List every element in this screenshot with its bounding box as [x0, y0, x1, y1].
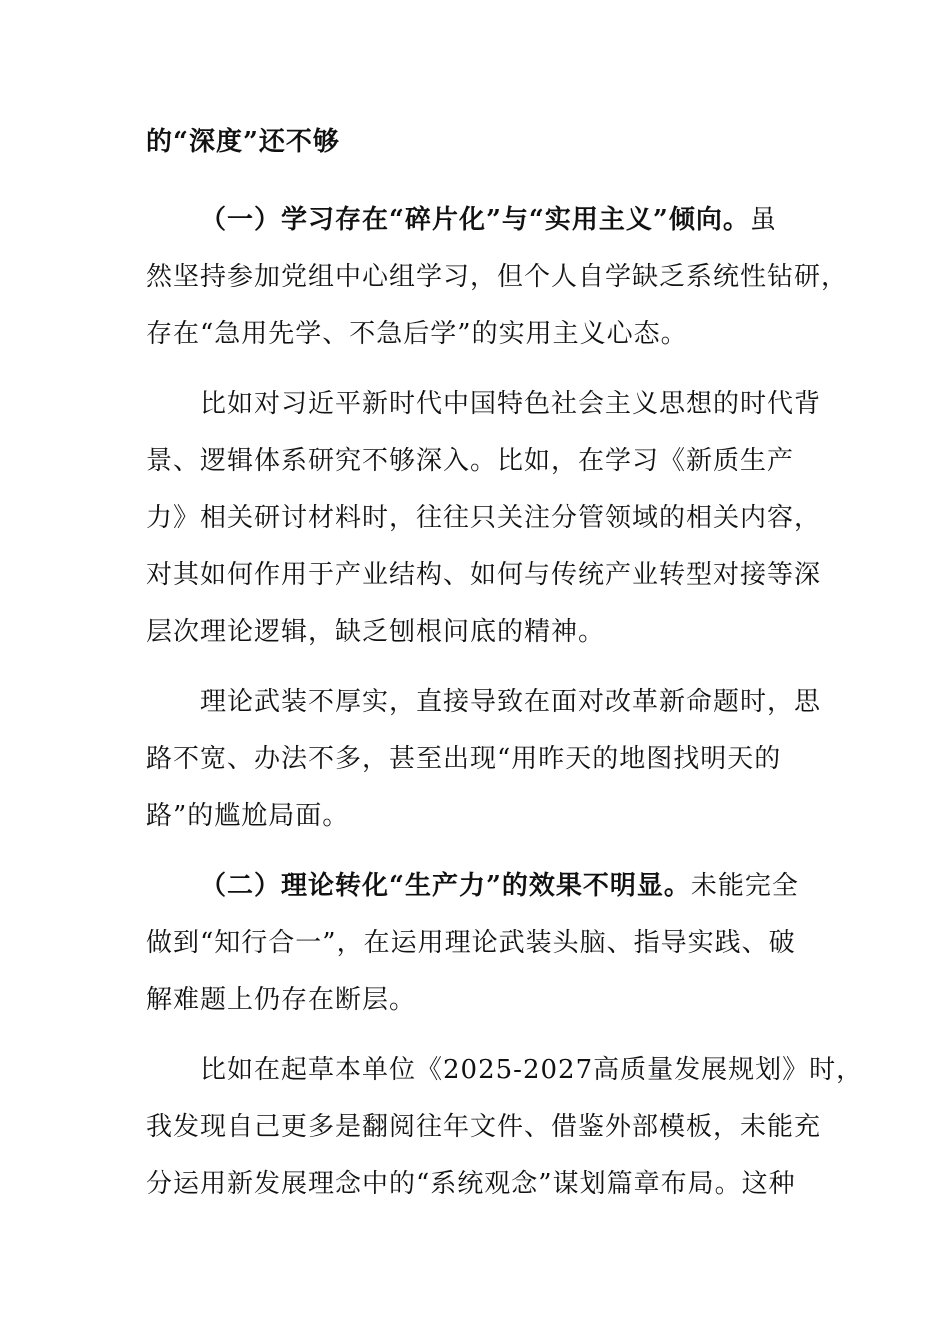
line-text: 虽	[749, 205, 777, 235]
line-text: 比如在起草本单位《2025-2027高质量发展规划》时，	[200, 1055, 864, 1085]
text-line	[146, 433, 806, 490]
text-line	[146, 376, 822, 433]
text-line	[146, 490, 822, 547]
text-line	[146, 972, 806, 1029]
text-line	[146, 915, 806, 972]
paragraph-lead-heading: （二）理论转化“生产力”的效果不明显。	[200, 871, 691, 901]
text-line	[146, 788, 806, 845]
text-line	[146, 674, 822, 731]
line-text: 比如对习近平新时代中国特色社会主义思想的时代背	[200, 389, 822, 419]
section-heading: 的“深度”还不够	[146, 127, 340, 157]
paragraph	[146, 376, 822, 661]
line-text: 路不宽、办法不多，甚至出现“用昨天的地图找明天的	[146, 744, 782, 774]
line-text: 景、逻辑体系研究不够深入。比如，在学习《新质生产	[146, 446, 795, 476]
line-text: 层次理论逻辑，缺乏刨根问底的精神。	[146, 617, 606, 647]
text-line	[146, 604, 806, 661]
document-page	[146, 114, 864, 1213]
paragraph	[146, 1042, 864, 1213]
line-text: 然坚持参加党组中心组学习，但个人自学缺乏系统性钻研，	[146, 262, 849, 292]
line-text: 路”的尴尬局面。	[146, 801, 350, 831]
text-line	[146, 1156, 806, 1213]
paragraph-lead-heading: （一）学习存在“碎片化”与“实用主义”倾向。	[200, 205, 750, 235]
line-text: 对其如何作用于产业结构、如何与传统产业转型对接等深	[146, 560, 822, 590]
text-line	[146, 1099, 822, 1156]
paragraph	[146, 858, 806, 1029]
line-text: 做到“知行合一”，在运用理论武装头脑、指导实践、破	[146, 928, 796, 958]
paragraph	[146, 674, 822, 845]
line-text: 存在“急用先学、不急后学”的实用主义心态。	[146, 319, 688, 349]
line-text: 我发现自己更多是翻阅往年文件、借鉴外部模板，未能充	[146, 1112, 822, 1142]
text-line	[146, 1042, 864, 1099]
text-line	[146, 731, 806, 788]
line-text: 未能完全	[690, 871, 799, 901]
text-line	[146, 858, 806, 915]
paragraph	[146, 192, 849, 363]
text-line	[146, 249, 849, 306]
line-text: 解难题上仍存在断层。	[146, 985, 417, 1015]
line-text: 理论武装不厚实，直接导致在面对改革新命题时，思	[200, 687, 822, 717]
document-body	[146, 192, 864, 1213]
text-line	[146, 306, 806, 363]
line-text: 分运用新发展理念中的“系统观念”谋划篇章布局。这种	[146, 1169, 796, 1199]
text-line	[146, 192, 806, 249]
line-text: 力》相关研讨材料时，往往只关注分管领域的相关内容，	[146, 503, 822, 533]
text-line	[146, 547, 822, 604]
